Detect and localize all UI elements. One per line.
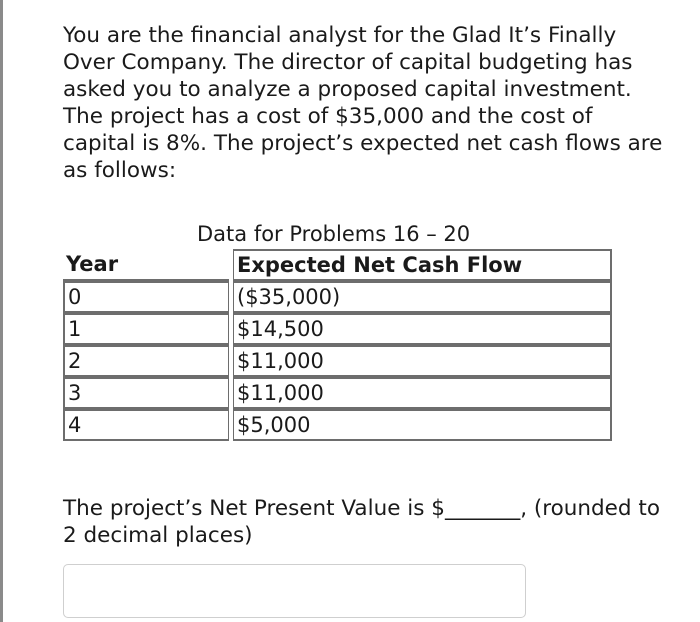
table-row (63, 345, 612, 377)
problem-statement: You are the financial analyst for the Glad It’s Finally Over Company. The director of capital budgeting has asked you to analyze a proposed capital investment. The project has a cost of $35,000 and the cost of capital is 8%. The project’s expected net cash flows are as follows: (63, 23, 663, 183)
year-column-header: Year (63, 249, 229, 281)
left-border-rule (0, 0, 3, 622)
year-cell: 1 (63, 313, 229, 345)
cash-flow-cell: $14,500 (233, 313, 612, 345)
year-cell: 3 (63, 377, 229, 409)
cash-flow-table (63, 249, 612, 441)
year-cell: 0 (63, 281, 229, 313)
cash-flow-column-header: Expected Net Cash Flow (233, 249, 612, 281)
table-row (63, 281, 612, 313)
cash-flow-cell: $11,000 (233, 345, 612, 377)
answer-input[interactable] (63, 564, 526, 618)
table-header-row (63, 249, 612, 281)
cash-flow-cell: $5,000 (233, 409, 612, 441)
table-row (63, 313, 612, 345)
npv-question: The project’s Net Present Value is $_______, (rounded to 2 decimal places) (63, 496, 660, 548)
table-caption: Data for Problems 16 – 20 (197, 222, 471, 246)
cash-flow-cell: ($35,000) (233, 281, 612, 313)
year-cell: 4 (63, 409, 229, 441)
table-row (63, 377, 612, 409)
table-row (63, 409, 612, 441)
cash-flow-cell: $11,000 (233, 377, 612, 409)
year-cell: 2 (63, 345, 229, 377)
